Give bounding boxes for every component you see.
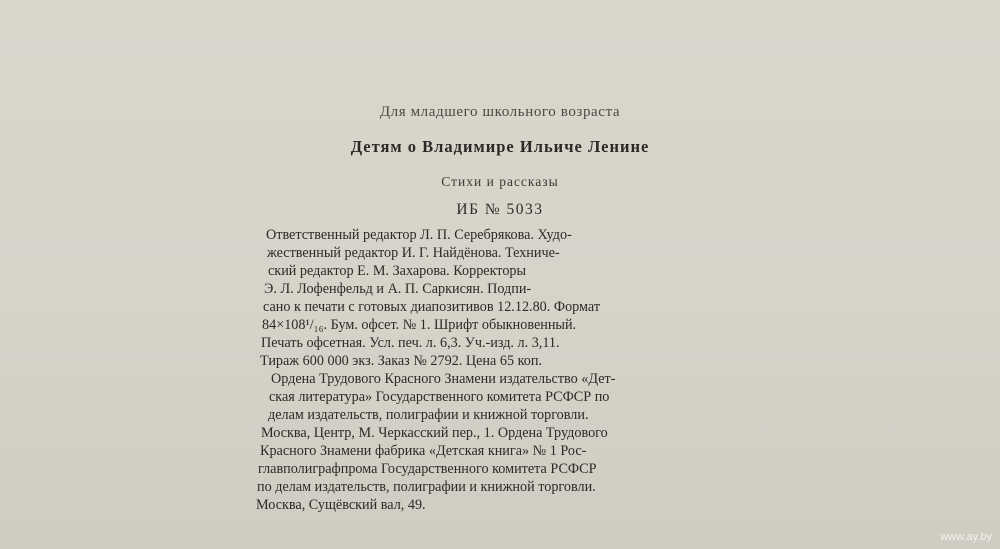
imprint-block: [253, 226, 763, 514]
imprint-line: Ответственный редактор Л. П. Серебрякова. Худо-: [266, 227, 572, 243]
imprint-line: ская литература» Государственного комитета РСФСР по: [269, 389, 610, 405]
imprint-line: Москва, Сущёвский вал, 49.: [256, 497, 426, 513]
imprint-line: Красного Знамени фабрика «Детская книга» № 1 Рос-: [260, 443, 587, 459]
imprint-line: жественный редактор И. Г. Найдёнова. Техниче-: [267, 245, 560, 261]
imprint-line: делам издательств, полиграфии и книжной торговли.: [268, 407, 589, 423]
imprint-line: Москва, Центр, М. Черкасский пер., 1. Ордена Трудового: [261, 425, 608, 441]
book-title: Детям о Владимире Ильиче Ленине: [350, 137, 650, 156]
imprint-line: Тираж 600 000 экз. Заказ № 2792. Цена 65 коп.: [260, 353, 542, 369]
imprint-line: главполиграфпрома Государственного комитета РСФСР: [258, 461, 597, 477]
imprint-line: Печать офсетная. Усл. печ. л. 6,3. Уч.-изд. л. 3,11.: [261, 335, 560, 351]
site-watermark: www.ay.by: [940, 531, 992, 543]
audience-note: Для младшего школьного возраста: [379, 104, 621, 120]
ib-number: ИБ № 5033: [456, 201, 544, 218]
imprint-line: Ордена Трудового Красного Знамени издательство «Дет-: [271, 371, 616, 387]
imprint-line: ский редактор Е. М. Захарова. Корректоры: [268, 263, 527, 279]
imprint-line: сано к печати с готовых диапозитивов 12.12.80. Формат: [263, 299, 601, 315]
imprint-line: по делам издательств, полиграфии и книжной торговли.: [257, 479, 596, 495]
imprint-line: Э. Л. Лофенфельд и А. П. Саркисян. Подпи-: [264, 281, 532, 297]
imprint-line: 84×108¹/₁₆. Бум. офсет. № 1. Шрифт обыкновенный.: [262, 317, 577, 333]
book-subtitle: Стихи и рассказы: [441, 174, 559, 189]
